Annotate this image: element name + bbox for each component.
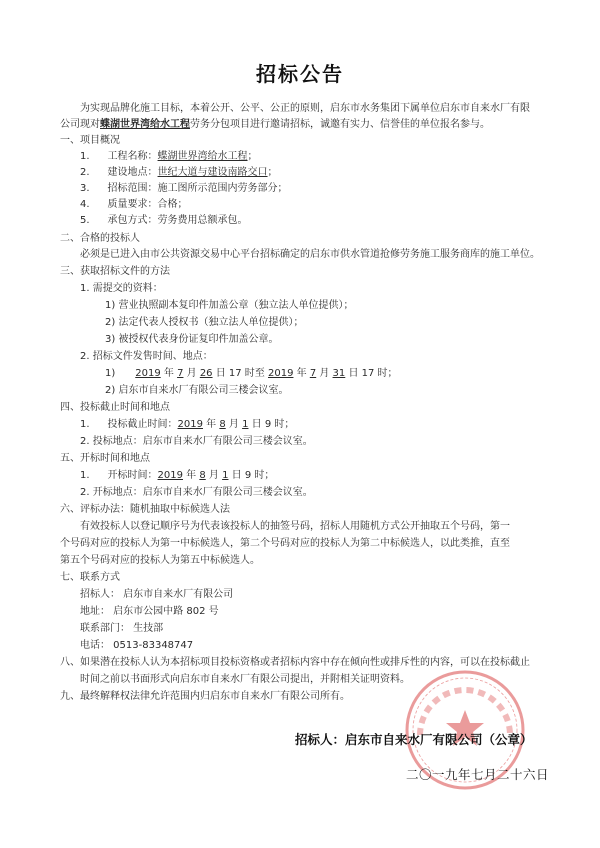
- s3-item-2: 2. 招标文件发售时间、地点：: [80, 351, 213, 362]
- item-text: 承包方式：劳务费用总额承包。: [107, 215, 248, 226]
- s5-time: [80, 470, 274, 482]
- s6-line-3: 第五个号码对应的投标人为第五中标候选人。: [60, 555, 260, 566]
- section-2-heading: 二、合格的投标人: [60, 233, 140, 244]
- s3-sub-1: 1) 营业执照副本复印件加盖公章（独立法人单位提供）；: [105, 300, 354, 311]
- s3-item-1: 1. 需提交的资料：: [80, 283, 163, 294]
- month: 7: [309, 368, 317, 379]
- day: 1: [222, 470, 229, 481]
- date-sep: 年: [293, 368, 310, 379]
- section-7-heading: 七、联系方式: [60, 572, 120, 583]
- issue-date: 二〇一九年七月二十六日: [406, 767, 550, 782]
- month: 8: [199, 470, 206, 481]
- date-sep: 日 17 时至: [212, 368, 268, 379]
- year: 2019: [268, 368, 294, 379]
- s1-item-2: [80, 167, 278, 179]
- s6-line-2: 个号码对应的投标人为第一中标候选人，第二个号码对应的投标人为第二中标候选人，以此类推，直至: [60, 538, 510, 549]
- day: 26: [199, 368, 213, 379]
- intro-text-end: 劳务分包项目进行邀请招标，诚邀有实力、信誉佳的单位报名参与。: [190, 119, 490, 130]
- month: 8: [219, 419, 226, 430]
- page-title: 招标公告: [256, 62, 344, 86]
- s8-line-2: 时间之前以书面形式向启东市自来水厂有限公司提出，并附相关证明资料。: [80, 674, 410, 685]
- s1-item-1: [80, 151, 258, 163]
- item-label: 投标截止时间：: [107, 419, 178, 430]
- section-5-heading: 五、开标时间和地点: [60, 453, 150, 464]
- item-suffix: ；: [247, 151, 258, 162]
- day: 1: [242, 419, 249, 430]
- item-number: 4.: [80, 199, 90, 210]
- location-value: 世纪大道与建设南路交口: [157, 167, 268, 178]
- s3-sub-2: 2) 法定代表人授权书（独立法人单位提供）；: [105, 317, 304, 328]
- section-6-heading: 六、评标办法：随机抽取中标候选人法: [60, 504, 230, 515]
- item-label: 建设地点：: [107, 167, 158, 178]
- date-sep: 月: [205, 470, 223, 481]
- s5-place: 2. 开标地点：启东市自来水厂有限公司三楼会议室。: [80, 487, 313, 498]
- contact-phone: 电话： 0513-83348747: [80, 640, 194, 651]
- item-number: 3.: [80, 183, 90, 194]
- s6-line-1: 有效投标人以登记顺序号为代表该投标人的抽签号码，招标人用随机方式公开抽取五个号码，第一: [80, 521, 510, 532]
- intro-line-1: 为实现品牌化施工目标，本着公开、公平、公正的原则，启东市水务集团下属单位启东市自来水厂有限: [80, 103, 530, 114]
- section-4-heading: 四、投标截止时间和地点: [60, 402, 170, 413]
- item-label: 工程名称：: [107, 151, 158, 162]
- section-3-heading: 三、获取招标文件的方法: [60, 266, 170, 277]
- intro-line-2: [60, 119, 490, 131]
- project-name-value: 蝶湖世界湾给水工程: [157, 151, 248, 162]
- date-sep: 年: [160, 368, 178, 379]
- date-sep: 日 9 时；: [228, 470, 275, 481]
- item-suffix: ；: [267, 167, 278, 178]
- item-number: 5.: [80, 215, 90, 226]
- s4-deadline: [80, 419, 294, 431]
- date-sep: 月: [225, 419, 243, 430]
- year: 2019: [135, 368, 161, 379]
- project-name-highlight: 蝶湖世界湾给水工程: [100, 119, 190, 130]
- s3-sub-3: 3) 被授权代表身份证复印件加盖公章。: [105, 334, 279, 345]
- date-sep: 年: [203, 419, 220, 430]
- item-text: 招标范围：施工图所示范围内劳务部分；: [107, 183, 288, 194]
- contact-bidder: 招标人： 启东市自来水厂有限公司: [80, 589, 234, 600]
- intro-text: 公司现对: [60, 119, 100, 130]
- day: 31: [332, 368, 346, 379]
- signature-line: 招标人：启东市自来水厂有限公司（公章）: [295, 732, 533, 747]
- s3-place: 2) 启东市自来水厂有限公司三楼会议室。: [105, 385, 289, 396]
- date-sep: 月: [183, 368, 200, 379]
- month: 7: [177, 368, 184, 379]
- contact-department: 联系部门： 生技部: [80, 623, 164, 634]
- date-sep: 年: [183, 470, 200, 481]
- year: 2019: [177, 419, 203, 430]
- year: 2019: [157, 470, 183, 481]
- date-sep: 月: [316, 368, 333, 379]
- item-label: 开标时间：: [107, 470, 158, 481]
- section-1-heading: 一、项目概况: [60, 135, 120, 146]
- item-number: 2.: [80, 167, 90, 178]
- item-number: 1.: [80, 151, 90, 162]
- item-number: 1.: [80, 419, 90, 430]
- s9-line: 九、最终解释权法律允许范围内归启东市自来水厂有限公司所有。: [60, 691, 350, 702]
- item-text: 质量要求：合格；: [107, 199, 188, 210]
- sub-number: 1): [105, 368, 116, 379]
- contact-address: 地址： 启东市公园中路 802 号: [80, 606, 219, 617]
- date-sep: 日 9 时；: [248, 419, 295, 430]
- s4-place: 2. 投标地点：启东市自来水厂有限公司三楼会议室。: [80, 436, 313, 447]
- s8-line-1: 八、如果潜在投标人认为本招标项目投标资格或者招标内容中存在倾向性或排斥性的内容，可以在投标截止: [60, 657, 530, 668]
- s1-item-5: [80, 215, 248, 227]
- s1-item-4: [80, 199, 188, 211]
- s3-sale-time: [105, 368, 398, 380]
- date-sep: 日 17 时；: [345, 368, 398, 379]
- item-number: 1.: [80, 470, 90, 481]
- s2-text: 必须是已进入由市公共资源交易中心平台招标确定的启东市供水管道抢修劳务施工服务商库的施工单位。: [80, 249, 540, 260]
- s1-item-3: [80, 183, 288, 195]
